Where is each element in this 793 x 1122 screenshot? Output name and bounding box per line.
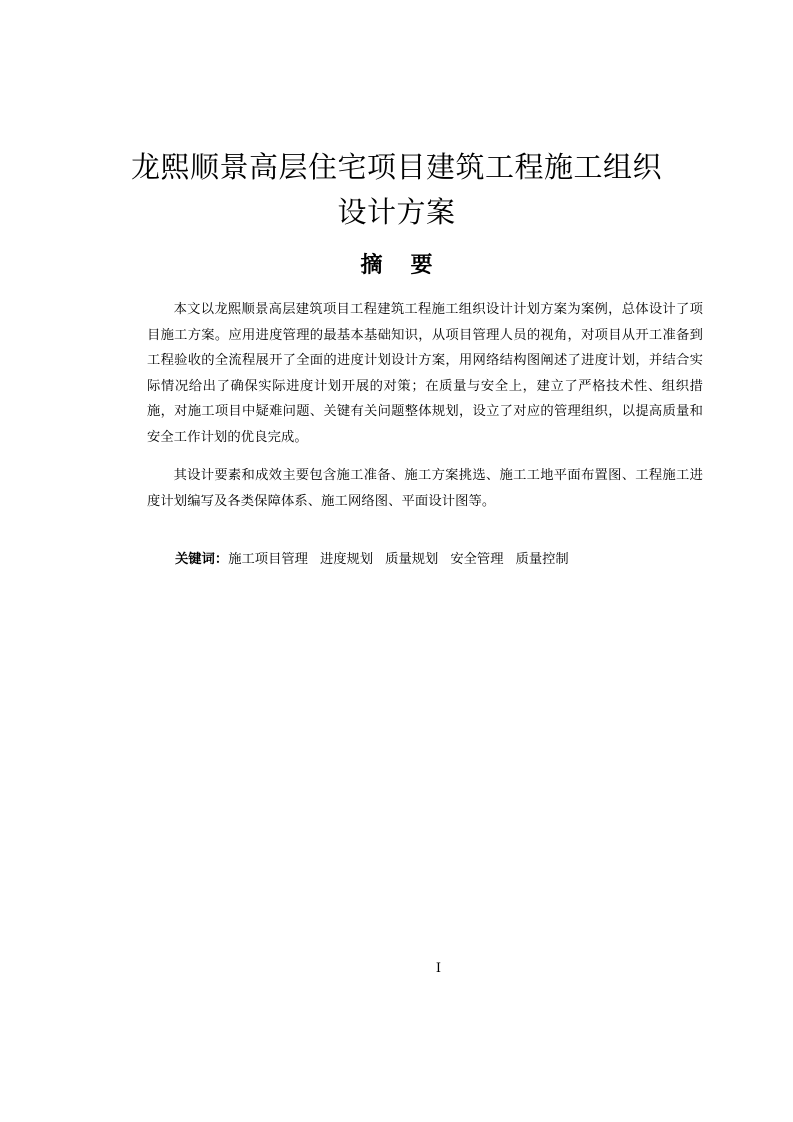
- keyword-item: 施工项目管理: [228, 552, 308, 567]
- keyword-item: 质量控制: [515, 552, 569, 567]
- abstract-heading: [100, 251, 693, 281]
- keyword-item: 进度规划: [319, 552, 374, 567]
- abstract-heading-char-1: 摘: [360, 253, 383, 278]
- document-title-line-2: 设计方案: [337, 195, 456, 229]
- page-number: I: [435, 961, 442, 976]
- abstract-heading-char-2: 要: [410, 253, 433, 278]
- abstract-paragraph-2: 其设计要素和成效主要包含施工准备、施工方案挑选、施工工地平面布置图、工程施工进度计划编写及各类保障体系、施工网络图、平面设计图等。: [147, 468, 703, 509]
- abstract-paragraph-1: 本文以龙熙顺景高层建筑项目工程建筑工程施工组织设计计划方案为案例，总体设计了项目施工方案。应用进度管理的最基本基础知识，从项目管理人员的视角，对项目从开工准备到工程验收的全流程展开了全面的进度计划设计方案，用网络结构图阐述了进度计划，并结合实际情况给出了确保实际进度计划开展的对策；在质量与安全上，建立了严格技术性、组织措施，对施工项目中疑难问题、关键有关问题整体规划，设立了对应的管理组织，以提高质量和安全工作计划的优良完成。: [147, 302, 703, 445]
- keywords-line: [175, 549, 581, 571]
- keyword-item: 质量规划: [385, 552, 439, 567]
- keywords-label: 关键词：: [175, 552, 229, 567]
- keyword-item: 安全管理: [450, 552, 504, 567]
- document-title-line-1: 龙熙顺景高层住宅项目建筑工程施工组织: [130, 150, 662, 184]
